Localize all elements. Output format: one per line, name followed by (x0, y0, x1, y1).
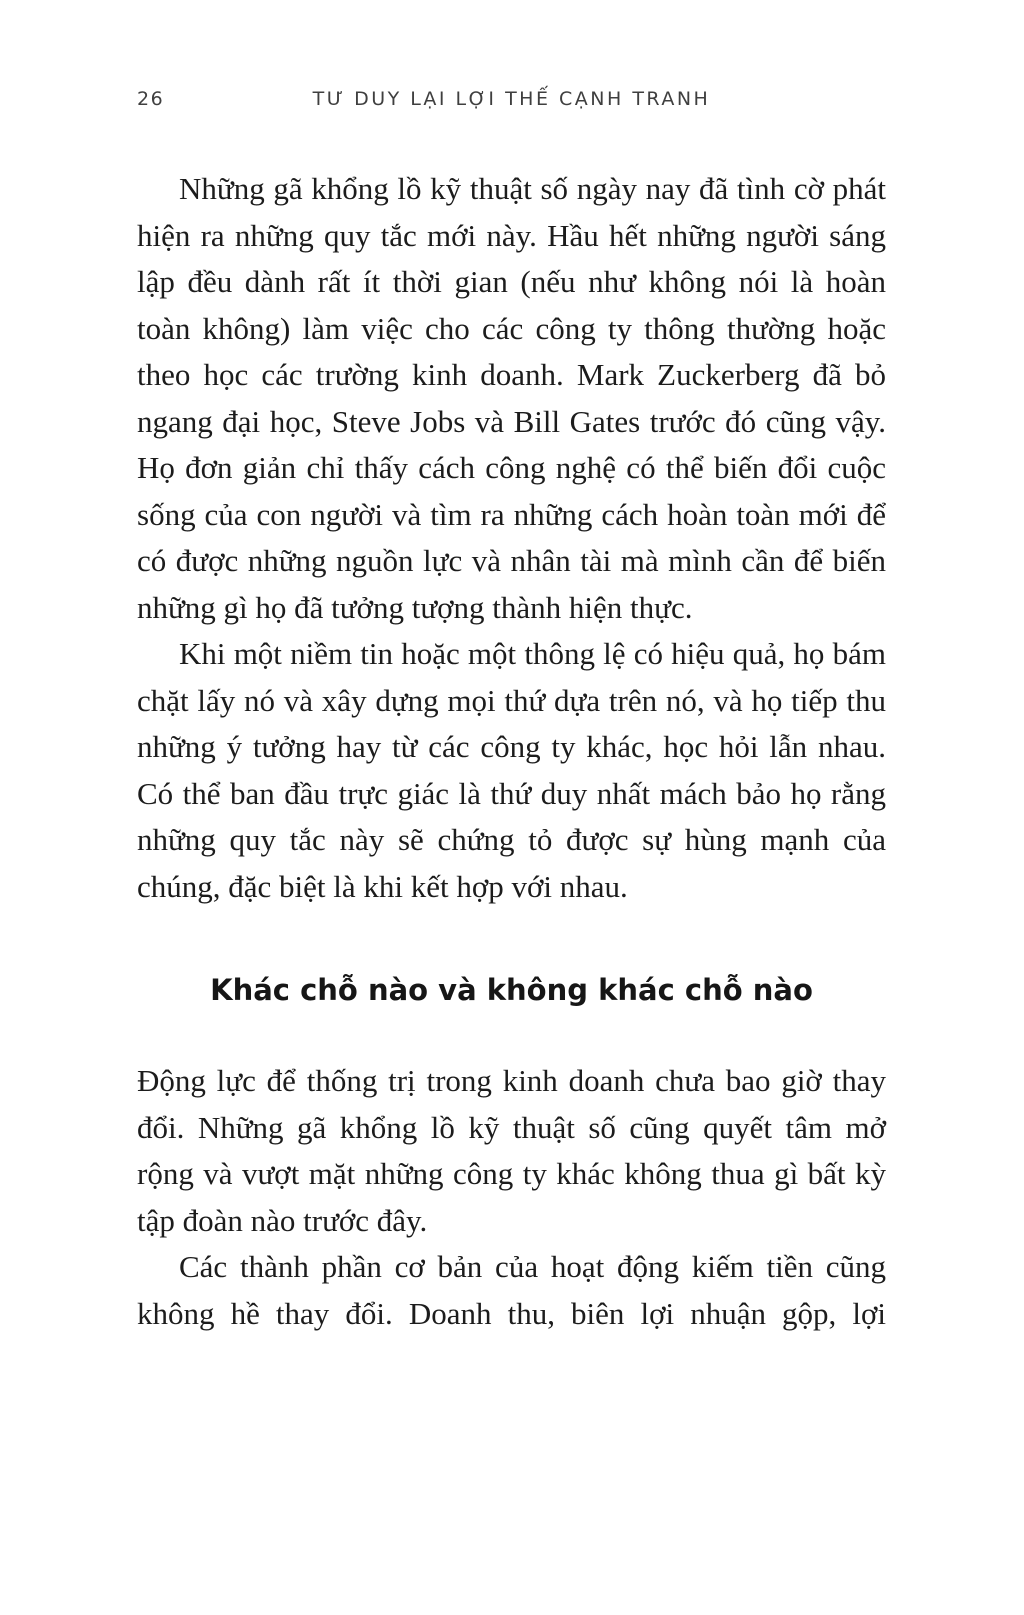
page-body (137, 166, 886, 1337)
body-paragraph: Khi một niềm tin hoặc một thông lệ có hiệu quả, họ bám chặt lấy nó và xây dựng mọi thứ dựa trên nó, và họ tiếp thu những ý tưởng hay từ các công ty khác, học hỏi lẫn nhau. Có thể ban đầu trực giác là thứ duy nhất mách bảo họ rằng những quy tắc này sẽ chứng tỏ được sự hùng mạnh của chúng, đặc biệt là khi kết hợp với nhau. (137, 636, 886, 904)
body-paragraph: Những gã khổng lồ kỹ thuật số ngày nay đã tình cờ phát hiện ra những quy tắc mới này. Hầu hết những người sáng lập đều dành rất ít thời gian (nếu như không nói là hoàn toàn không) làm việc cho các công ty thông thường hoặc theo học các trường kinh doanh. Mark Zuckerberg đã bỏ ngang đại học, Steve Jobs và Bill Gates trước đó cũng vậy. Họ đơn giản chỉ thấy cách công nghệ có thể biến đổi cuộc sống của con người và tìm ra những cách hoàn toàn mới để có được những nguồn lực và nhân tài mà mình cần để biến những gì họ đã tưởng tượng thành hiện thực. (137, 171, 886, 625)
body-paragraph: Động lực để thống trị trong kinh doanh chưa bao giờ thay đổi. Những gã khổng lồ kỹ thuật số cũng quyết tâm mở rộng và vượt mặt những công ty khác không thua gì bất kỳ tập đoàn nào trước đây. (137, 1063, 886, 1238)
page-header (137, 88, 886, 116)
running-title: TƯ DUY LẠI LỢI THẾ CẠNH TRANH (312, 88, 711, 110)
page-number: 26 (137, 88, 165, 110)
body-paragraph: Các thành phần cơ bản của hoạt động kiếm tiền cũng không hề thay đổi. Doanh thu, biên lợi nhuận gộp, lợi (137, 1249, 886, 1331)
section-heading: Khác chỗ nào và không khác chỗ nào (210, 973, 813, 1007)
